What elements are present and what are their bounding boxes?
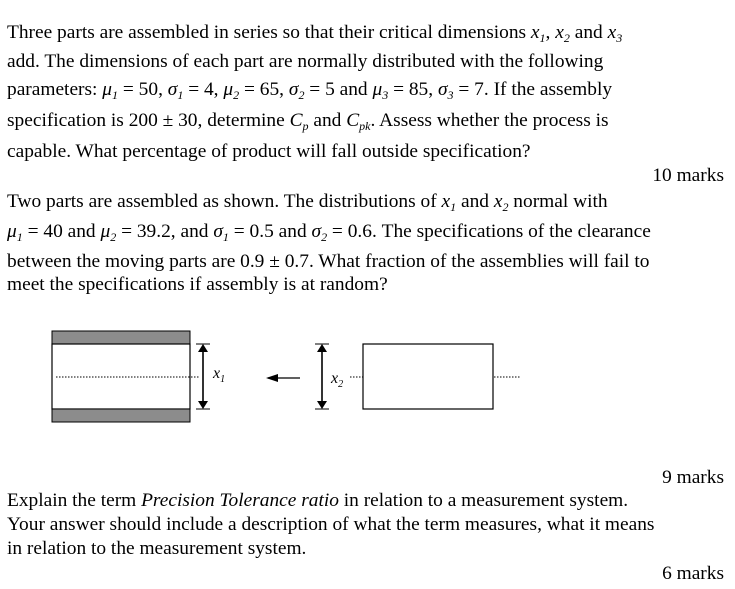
q1-line-3: parameters: $\mu_1 = 50$, $\sigma_1 = 4$, $\mu_2 = 65$, $\sigma_2 = 5$ and $\mu_3 = 85$, $\sigma_3 = 7$. If the assembly bbox=[7, 79, 613, 103]
q2-line-3: between the moving parts are 0.9 ± 0.7. What fraction of the assemblies will fail to bbox=[7, 251, 650, 272]
q3-line-2: Your answer should include a description of what the term measures, what it means bbox=[7, 514, 655, 535]
sigma3: $\sigma_3$ bbox=[437, 79, 454, 103]
mu2: $\mu_2$ bbox=[223, 79, 240, 103]
shaft bbox=[363, 344, 493, 409]
var-x1: $x_1$ bbox=[530, 22, 546, 46]
q3-marks: 6 marks bbox=[662, 563, 724, 584]
q3-line-1: Explain the term Precision Tolerance ratio in relation to a measurement system. bbox=[7, 490, 629, 511]
label-x1: $x_1$ bbox=[213, 365, 226, 385]
var-x2: $x_2$ bbox=[555, 22, 570, 46]
mu2: $\mu_2$ bbox=[100, 221, 117, 245]
cp: $C_p$ bbox=[289, 110, 309, 134]
assembly-diagram bbox=[0, 325, 735, 430]
mu1: $\mu_1$ bbox=[7, 221, 23, 245]
q3-line-3: in relation to the measurement system. bbox=[7, 538, 307, 559]
housing-bottom-plate bbox=[52, 409, 190, 422]
mu3: $\mu_3$ bbox=[372, 79, 389, 103]
q2-line-1: Two parts are assembled as shown. The distributions of $x_1$ and $x_2$ normal with bbox=[7, 191, 608, 215]
q1-line-5: capable. What percentage of product will fall outside specification? bbox=[7, 141, 531, 162]
sigma2: $\sigma_2$ bbox=[311, 221, 328, 245]
q1-line-4: specification is 200 ± 30, determine $C_p$ and $C_{pk}$. Assess whether the process is bbox=[7, 110, 609, 134]
label-x2: $x_2$ bbox=[331, 370, 344, 390]
term-precision-tolerance-ratio: Precision Tolerance ratio bbox=[141, 490, 339, 511]
q2-line-2: $\mu_1 = 40$ and $\mu_2 = 39.2$, and $\sigma_1 = 0.5$ and $\sigma_2 = 0.6$. The specifications of the clearance bbox=[7, 221, 651, 245]
q2-line-4: meet the specifications if assembly is at random? bbox=[7, 274, 388, 295]
housing-top-plate bbox=[52, 331, 190, 344]
sigma1: $\sigma_1$ bbox=[167, 79, 184, 103]
cpk: $C_{pk}$ bbox=[346, 110, 371, 134]
var-x2: $x_2$ bbox=[493, 191, 509, 215]
q2-marks: 9 marks bbox=[662, 467, 724, 488]
q1-marks: 10 marks bbox=[652, 165, 724, 186]
housing-body bbox=[52, 344, 190, 409]
q1-line-1: Three parts are assembled in series so that their critical dimensions $x_1$, $x_2$ and $x_3$ bbox=[7, 22, 623, 46]
sigma2: $\sigma_2$ bbox=[288, 79, 305, 103]
var-x3: $x_3$ bbox=[607, 22, 623, 46]
mu1: $\mu_1$ bbox=[102, 79, 119, 103]
sigma1: $\sigma_1$ bbox=[213, 221, 229, 245]
var-x1: $x_1$ bbox=[441, 191, 457, 215]
q1-line-2: add. The dimensions of each part are normally distributed with the following bbox=[7, 51, 604, 72]
